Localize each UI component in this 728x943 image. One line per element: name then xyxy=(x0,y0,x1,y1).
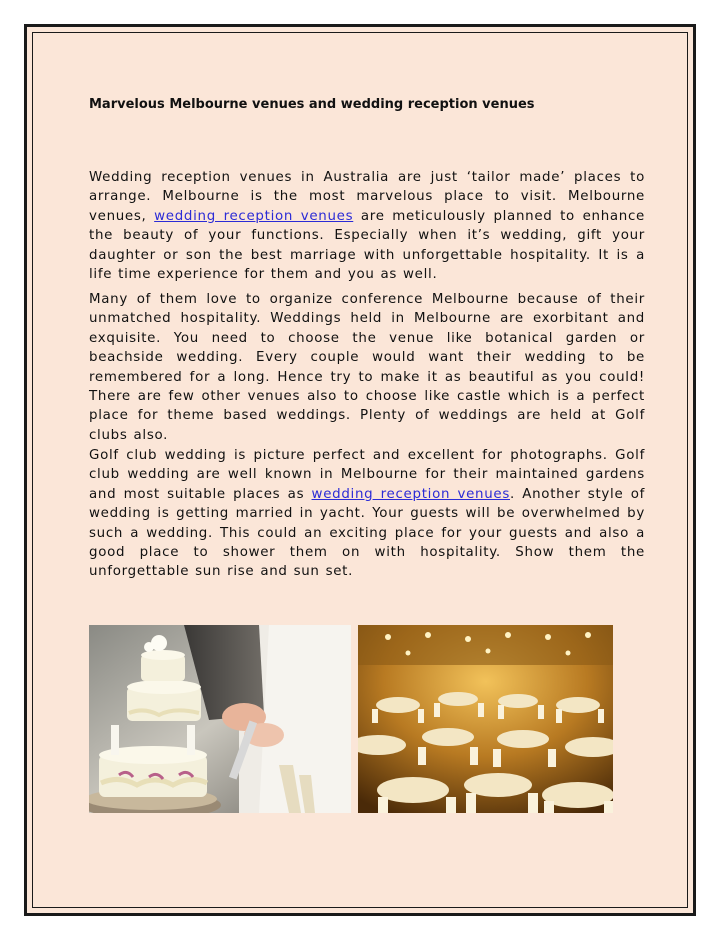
paragraph-1 xyxy=(89,168,645,284)
document-page xyxy=(24,24,696,916)
reception-hall-illustration xyxy=(358,625,613,813)
paragraph-1-text-start: Wedding reception venues in Australia are just ‘tailor made’ places to arrange. Melbourne is the most marvelous place to visit. Melbourne venues, xyxy=(89,170,645,224)
reception-hall-photo xyxy=(358,625,613,813)
paragraph-3-text-start: Golf club wedding is picture perfect and excellent for photographs. Golf club wedding are well known in Melbourne for their maintained gardens and most suitable places as xyxy=(89,448,645,502)
paragraph-3-text-end: . Another style of wedding is getting married in yacht. Your guests will be overwhelmed by such a wedding. This could an exciting place for your guests and also a good place to shower them on with hospitality. Show them the unforgettable sun rise and sun set. xyxy=(89,486,645,580)
wedding-cake-illustration xyxy=(89,625,351,813)
paragraph-3 xyxy=(89,446,645,582)
wedding-reception-venues-link-1[interactable]: wedding reception venues xyxy=(154,208,354,224)
paragraph-1-text-end: are meticulously planned to enhance the beauty of your functions. Especially when it’s wedding, gift your daughter or son the best marriage with unforgettable hospitality. It is a life time experience for them and you as well. xyxy=(89,208,645,283)
paragraph-2: Many of them love to organize conference Melbourne because of their unmatched hospitality. Weddings held in Melbourne are exorbitant and exquisite. You need to choose the venue like botanical garden or beachside wedding. Every couple would want their wedding to be remembered for a long. Hence try to make it as beautiful as you could! There are few other venues also to choose like castle which is a perfect place for theme based weddings. Plenty of weddings are held at Golf clubs also. xyxy=(89,292,645,443)
wedding-reception-venues-link-2[interactable]: wedding reception venues xyxy=(311,486,510,502)
wedding-cake-photo xyxy=(89,625,351,813)
document-title: Marvelous Melbourne venues and wedding reception venues xyxy=(89,97,535,112)
